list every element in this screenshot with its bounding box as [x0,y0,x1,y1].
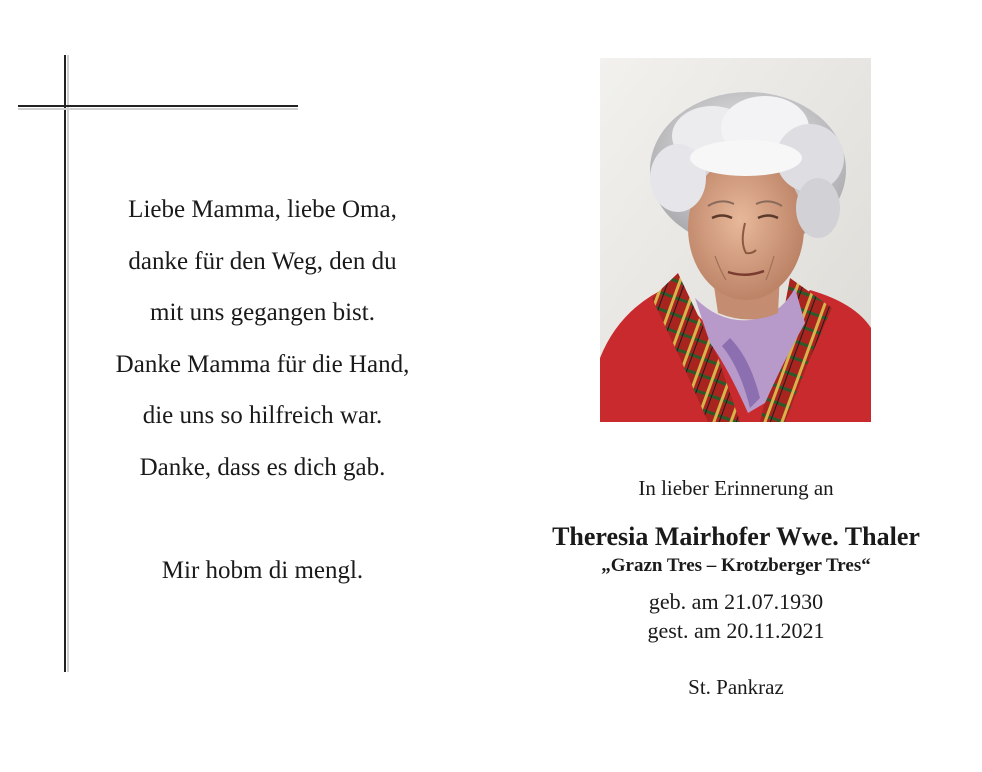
memorial-info [540,472,932,702]
cross-vertical-bar [64,55,66,672]
poem-line: mit uns gegangen bist. [150,299,375,326]
death-date: gest. am 20.11.2021 [647,618,825,643]
place-name: St. Pankraz [688,675,784,699]
deceased-name: Theresia Mairhofer Wwe. Thaler [552,522,920,551]
cross-horizontal-bar [18,105,298,107]
poem-line: Danke, dass es dich gab. [139,453,386,481]
portrait-photo [600,58,871,422]
poem-line: danke für den Weg, den du [128,247,397,275]
poem-closing: Mir hobm di mengl. [161,557,364,584]
remembrance-intro: In lieber Erinnerung an [638,476,834,500]
poem-line: Danke Mamma für die Hand, [115,350,410,378]
poem-line: die uns so hilfreich war. [142,402,383,429]
poem-line: Liebe Mamma, liebe Oma, [128,196,397,223]
birth-date: geb. am 21.07.1930 [648,589,824,614]
poem [80,188,445,593]
deceased-nickname: „Grazn Tres – Krotzberger Tres“ [601,555,871,576]
